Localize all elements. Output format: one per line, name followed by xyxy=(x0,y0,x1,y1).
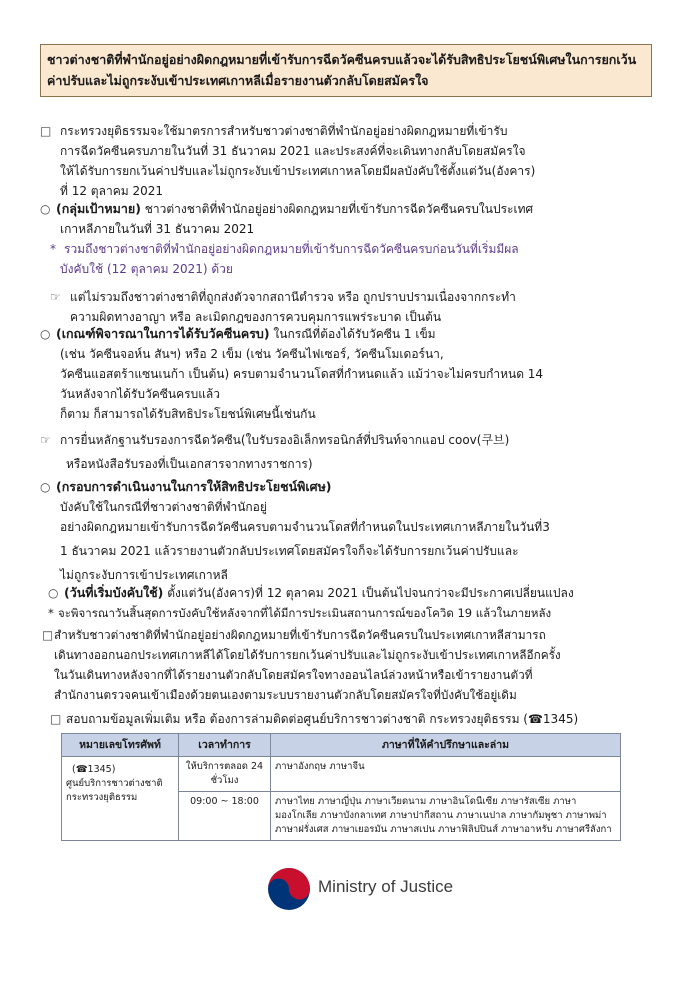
circle-bullet: ○ xyxy=(40,202,51,216)
criteria-line-2: (เช่น วัคซีนจอห์น สันฯ) หรือ 2 เข็ม (เช่น วัคซีนไฟเซอร์, วัคซีนโมเดอร์นา, xyxy=(60,347,444,361)
hours-24h: ให้บริการตลอด 24 ชั่วโมง xyxy=(179,757,271,792)
outbound-line-1: สำหรับชาวต่างชาติที่พำนักอยู่อย่างผิดกฎหมายที่เข้ารับการฉีดวัคซีนครบในประเทศเกาหลีสามารถ xyxy=(54,628,546,642)
table-header-languages: ภาษาที่ให้คำปรึกษาและล่าม xyxy=(271,734,621,757)
criteria-heading: (เกณฑ์พิจารณาในการได้รับวัคซีนครบ) xyxy=(56,326,270,341)
star-marker: * xyxy=(50,242,56,256)
phone-cell xyxy=(62,757,179,841)
effective-line-1: ตั้งแต่วัน(อังคาร)ที่ 12 ตุลาคม 2021 เป็นต้นไปจนกว่าจะมีประกาศเปลี่ยนแปลง xyxy=(163,586,574,600)
outbound-line-4: สำนักงานตรวจคนเข้าเมืองด้วยตนเองตามระบบรายงานตัวกลับโดยสมัครใจที่บังคับใช้อยู่เดิม xyxy=(54,688,517,702)
procedure-line-2: อย่างผิดกฎหมายเข้ารับการฉีดวัคซีนครบตามจำนวนโดสที่กำหนดในประเทศเกาหลีภายในวันที่3 xyxy=(60,520,550,534)
outbound-line-3: ในวันเดินทางหลังจากที่ได้รายงานตัวกลับโดยสมัครใจทางออนไลน์ล่วงหน้าหรือเข้ารายงานตัวที่ xyxy=(54,668,533,682)
ministry-logo xyxy=(266,862,466,916)
circle-bullet: ○ xyxy=(40,480,51,494)
intro-line-1: กระทรวงยุติธรรมจะใช้มาตรการสำหรับชาวต่างชาติที่พำนักอยู่อย่างผิดกฎหมายที่เข้ารับ xyxy=(60,124,508,138)
table-header-phone: หมายเลขโทรศัพท์ xyxy=(62,734,179,757)
criteria-line-5: ก็ตาม ก็สามารถได้รับสิทธิประโยชน์พิเศษนี้เช่นกัน xyxy=(60,407,316,421)
circle-bullet: ○ xyxy=(40,327,51,341)
hand-pointer-icon: ☞ xyxy=(50,290,61,304)
service-center-name: ศูนย์บริการชาวต่างชาติ กระทรวงยุติธรรม xyxy=(66,778,163,803)
square-bullet: □ xyxy=(42,628,54,642)
inquiry-text: สอบถามข้อมูลเพิ่มเติม หรือ ต้องการล่ามติดต่อศูนย์บริการชาวต่างชาติ กระทรวงยุติธรรม (☎1345) xyxy=(66,712,579,726)
page-title: ชาวต่างชาติที่พำนักอยู่อย่างผิดกฎหมายที่เข้ารับการฉีดวัคซีนครบแล้วจะได้รับสิทธิประโยชน์พิเศษในการยกเว้นค่าปรับและไม่ถูกระงับเข้าประเทศเกาหลีเมื่อรายงานตัวกลับโดยสมัครใจ xyxy=(40,44,652,97)
outbound-line-2: เดินทางออกนอกประเทศเกาหลีได้โดยได้รับการยกเว้นค่าปรับและไม่ถูกระงับเข้าประเทศเกาหลีอีกครั้ง xyxy=(54,648,561,662)
criteria-line-4: วันหลังจากได้รับวัคซีนครบแล้ว xyxy=(60,387,221,401)
target-note-line-1: รวมถึงชาวต่างชาติที่พำนักอยู่อย่างผิดกฎหมายที่เข้ารับการฉีดวัคซีนครบก่อนวันที่เริ่มมีผล xyxy=(64,242,519,256)
procedure-line-1: บังคับใช้ในกรณีที่ชาวต่างชาติที่พำนักอยู่ xyxy=(60,500,267,514)
table-header-row xyxy=(62,734,621,757)
procedure-line-4: ไม่ถูกระงับการเข้าประเทศเกาหลี xyxy=(60,568,228,582)
procedure-heading: (กรอบการดำเนินงานในการให้สิทธิประโยชน์พิเศษ) xyxy=(56,479,332,494)
target-section xyxy=(40,199,660,327)
contact-table xyxy=(61,733,621,841)
intro-section xyxy=(40,121,660,201)
square-bullet: □ xyxy=(50,712,62,726)
languages-daytime: ภาษาไทย ภาษาญี่ปุ่น ภาษาเวียดนาม ภาษาอินโดนีเซีย ภาษารัสเซีย ภาษามองโกเลีย ภาษาบังกลาเทศ ภาษาปากีสถาน ภาษาเนปาล ภาษากัมพูชา ภาษาพม่า ภาษาฝรั่งเศส ภาษาเยอรมัน ภาษาสเปน ภาษาฟิลิปปินส์ ภาษาอาหรับ ภาษาศรีลังกา xyxy=(271,792,621,841)
effective-note: จะพิจารณาวันสิ้นสุดการบังคับใช้หลังจากที่ได้มีการประเมินสถานการณ์ของโควิด 19 แล้วในภายหลัง xyxy=(58,606,552,620)
taegeuk-emblem-icon xyxy=(266,866,312,912)
procedure-line-3: 1 ธันวาคม 2021 แล้วรายงานตัวกลับประเทศโดยสมัครใจก็จะได้รับการยกเว้นค่าปรับและ xyxy=(60,544,519,558)
target-exclude-line-1: แต่ไม่รวมถึงชาวต่างชาติที่ถูกส่งตัวจากสถานีตำรวจ หรือ ถูกปราบปรามเนื่องจากกระทำ xyxy=(70,290,516,304)
table-row xyxy=(62,757,621,792)
outbound-section xyxy=(42,625,667,705)
circle-bullet: ○ xyxy=(48,586,59,600)
target-line-2: เกาหลีภายในวันที่ 31 ธันวาคม 2021 xyxy=(60,222,255,236)
procedure-section xyxy=(40,477,660,585)
effective-section xyxy=(48,583,668,623)
target-exclude-line-2: ความผิดทางอาญา หรือ ละเมิดกฎของการควบคุมการแพร่ระบาด เป็นต้น xyxy=(70,310,442,324)
criteria-proof-line-2: หรือหนังสือรับรองที่เป็นเอกสารจากทางราชการ) xyxy=(66,457,313,471)
criteria-section xyxy=(40,324,660,474)
criteria-line-1: ในกรณีที่ต้องได้รับวัคซีน 1 เข็ม xyxy=(269,327,436,341)
criteria-line-3: วัคซีนแอสตร้าแซนเนก้า เป็นต้น) ครบตามจำนวนโดสที่กำหนดแล้ว แม้ว่าจะไม่ครบกำหนด 14 xyxy=(60,367,544,381)
star-marker: * xyxy=(48,606,54,620)
hand-pointer-icon: ☞ xyxy=(40,433,51,447)
effective-heading: (วันที่เริ่มบังคับใช้) xyxy=(64,585,164,600)
intro-line-4: ที่ 12 ตุลาคม 2021 xyxy=(60,184,163,198)
phone-number: (☎1345) xyxy=(72,764,116,775)
ministry-name: Ministry of Justice xyxy=(318,877,454,896)
square-bullet: □ xyxy=(40,124,52,138)
criteria-proof-line-1: การยื่นหลักฐานรับรองการฉีดวัคซีน(ใบรับรองอิเล็กทรอนิกส์ที่ปรินท์จากแอป coov(쿠브) xyxy=(60,433,510,447)
hours-daytime: 09:00 ~ 18:00 xyxy=(179,792,271,841)
languages-24h: ภาษาอังกฤษ ภาษาจีน xyxy=(271,757,621,792)
intro-line-2: การฉีดวัคซีนครบภายในวันที่ 31 ธันวาคม 2021 และประสงค์ที่จะเดินทางกลับโดยสมัครใจ xyxy=(60,144,526,158)
target-line-1: ชาวต่างชาติที่พำนักอยู่อย่างผิดกฎหมายที่เข้ารับการฉีดวัคซีนครบในประเทศ xyxy=(140,202,534,216)
inquiry-section xyxy=(50,709,670,729)
table-header-hours: เวลาทำการ xyxy=(179,734,271,757)
intro-line-3: ให้ได้รับการยกเว้นค่าปรับและไม่ถูกระงับเข้าประเทศเกาหลโดยมีผลบังคับใช้ตั้งแต่วัน(อังคาร) xyxy=(60,164,536,178)
target-note-line-2: บังคับใช้ (12 ตุลาคม 2021) ด้วย xyxy=(60,262,233,276)
target-heading: (กลุ่มเป้าหมาย) xyxy=(56,201,141,216)
